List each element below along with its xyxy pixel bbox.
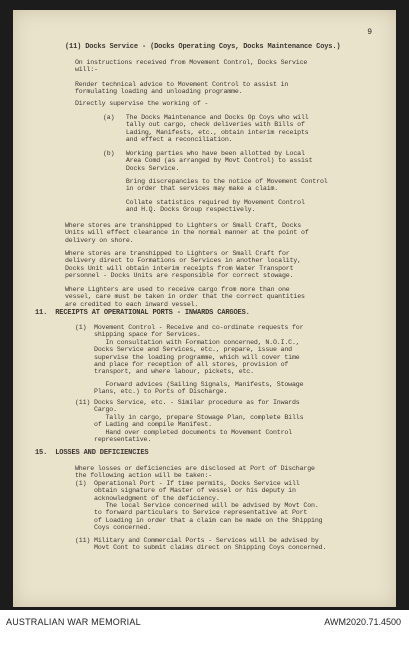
page-number: 9 — [367, 28, 372, 37]
footer-institution: AUSTRALIAN WAR MEMORIAL — [6, 617, 141, 627]
paragraph: Collate statistics required by Movement Control and H.Q. Docks Group respectively. — [125, 199, 305, 214]
list-item: (a) The Docks Maintenance and Docks Op Coys who will tally out cargo, check deliveries with Bills of Lading, Manifests, etc., obtain interim receipts and effect a reconciliation. — [103, 114, 309, 144]
footer-bar — [0, 610, 409, 653]
paragraph: Forward advices (Sailing Signals, Manifests, Stowage Plans, etc.) to Ports of Discharge. — [94, 381, 304, 396]
docks-service-heading: (11) Docks Service - (Docks Operating Coys, Docks Maintenance Coys.) — [65, 43, 341, 51]
list-item: (b) Working parties who have been allotted by Local Area Comd (as arranged by Movt Control) to assist Docks Service. — [103, 150, 313, 172]
paragraph: Where losses or deficiencies are disclosed at Port of Discharge the following action will be taken:- (1) Operational Port - If time permits, Docks Service will obtain signature of Master of vessel or his deputy in acknowledgment of the deficiency. The local Service concerned will be advised by Movt Con. to forward particulars to Service representative at Port of Loading in order that a claim can be made on the Shipping Coys concerned. — [75, 465, 323, 532]
paragraph: Directly supervise the working of - — [75, 100, 209, 107]
paragraph: Where stores are transhipped to Lighters or Small Craft for delivery direct to Formations or Services in another locality, Docks Unit will obtain interim receipts from Water Transport personnel - Docks Units are responsible for correct stowage. — [65, 250, 302, 280]
paragraph: Bring discrepancies to the notice of Movement Control in order that services may make a claim. — [125, 178, 328, 193]
paragraph: (11) Docks Service, etc. - Similar procedure as for Inwards Cargo. Tally in cargo, prepare Stowage Plan, complete Bills of Lading and compile Manifest. Hand over completed documents to Movement Control representative. — [75, 399, 304, 444]
paragraph: On instructions received from Movement Control, Docks Service will:- — [75, 59, 308, 74]
paragraph: Where Lighters are used to receive cargo from more than one vessel, care must be taken in order that the correct quantities are credited to each inward vessel. — [65, 286, 305, 308]
paragraph: Where stores are transhipped to Lighters or Small Craft, Docks Units will effect clearance in the normal manner at the point of delivery on shore. — [65, 222, 309, 244]
paragraph: (11) Military and Commercial Ports - Services will be advised by Movt Cont to submit claims direct on Shipping Coys concerned. — [75, 537, 327, 552]
receipts-heading: 11. RECEIPTS AT OPERATIONAL PORTS - INWARDS CARGOES. — [35, 309, 250, 317]
document-page — [13, 10, 396, 607]
paragraph: (1) Movement Control - Receive and co-ordinate requests for shipping space for Services. In consultation with Formation concerned, N.O.I.C., Docks Service and Services, etc., prepare, issue and supervise the loading programme, which will cover time and place for reception of all stores, provision of transport, and where labour, pickets, etc. — [75, 324, 304, 376]
losses-heading: 15. LOSSES AND DEFICIENCIES — [35, 449, 149, 457]
paragraph: Render technical advice to Movement Control to assist in formulating loading and unloading programme. — [75, 81, 289, 96]
footer-accession-number: AWM2020.71.4500 — [324, 617, 401, 627]
